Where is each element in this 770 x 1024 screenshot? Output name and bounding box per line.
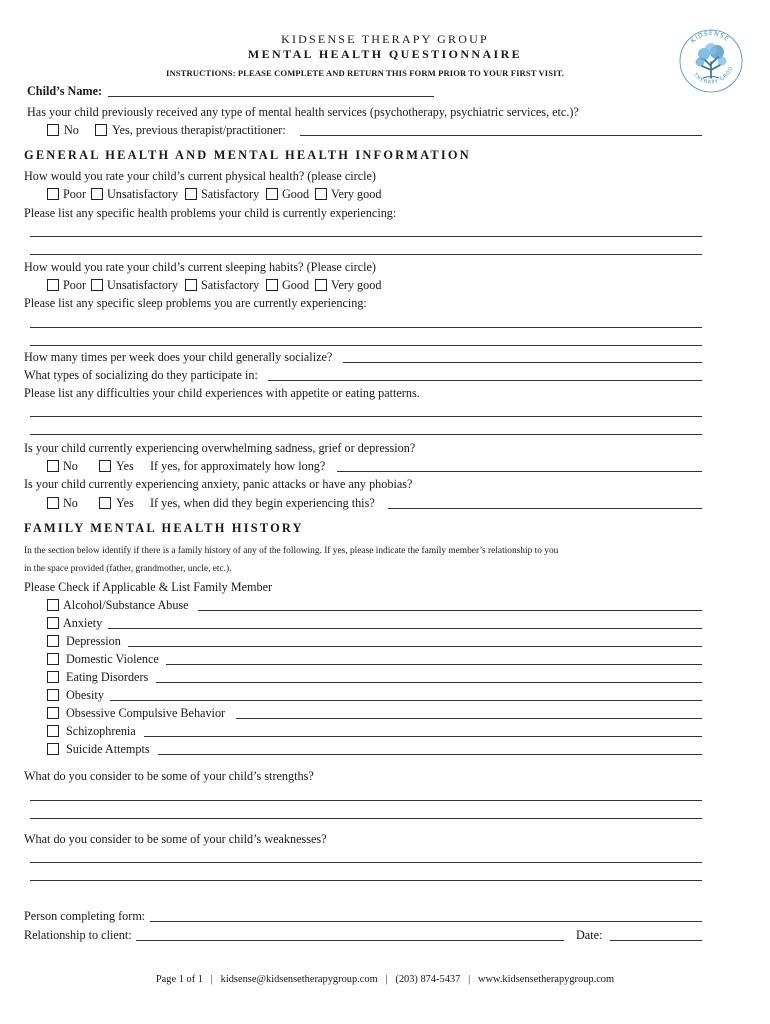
family-depression-label: Depression <box>66 634 121 648</box>
physical-poor-checkbox[interactable] <box>47 188 59 200</box>
family-suicide-field[interactable] <box>158 754 702 755</box>
footer-separator: | <box>210 974 213 985</box>
family-domestic-violence-checkbox[interactable] <box>47 653 59 665</box>
sadness-followup-label: If yes, for approximately how long? <box>150 459 326 473</box>
appetite-line-1[interactable] <box>30 416 702 417</box>
sleep-unsatisfactory-checkbox[interactable] <box>91 279 103 291</box>
physical-health-question: How would you rate your child’s current physical health? (please circle) <box>24 169 376 183</box>
child-name-field[interactable] <box>108 96 434 97</box>
appetite-question: Please list any difficulties your child experiences with appetite or eating patterns. <box>24 386 420 400</box>
date-field[interactable] <box>610 940 702 941</box>
general-section-title: GENERAL HEALTH AND MENTAL HEALTH INFORMATION <box>24 148 471 162</box>
prior-services-no-label: No <box>64 123 79 137</box>
anxiety-no-checkbox[interactable] <box>47 497 59 509</box>
family-alcohol-field[interactable] <box>198 610 702 611</box>
family-intro-2: in the space provided (father, grandmother, uncle, etc.). <box>24 564 232 574</box>
anxiety-followup-label: If yes, when did they begin experiencing this? <box>150 496 375 510</box>
weaknesses-line-2[interactable] <box>30 880 702 881</box>
footer-separator: | <box>385 974 388 985</box>
appetite-line-2[interactable] <box>30 434 702 435</box>
family-ocd-label: Obsessive Compulsive Behavior <box>66 706 226 720</box>
sadness-duration-field[interactable] <box>337 471 702 472</box>
sadness-question: Is your child currently experiencing overwhelming sadness, grief or depression? <box>24 441 416 455</box>
family-schizophrenia-field[interactable] <box>144 736 702 737</box>
sleep-problems-line-2[interactable] <box>30 345 702 346</box>
prior-services-question: Has your child previously received any type of mental health services (psychotherapy, psychiatric services, etc.)? <box>27 105 579 119</box>
strengths-question: What do you consider to be some of your child’s strengths? <box>24 769 314 783</box>
family-obesity-label: Obesity <box>66 688 104 702</box>
sleep-unsatisfactory-label: Unsatisfactory <box>107 278 179 292</box>
physical-good-checkbox[interactable] <box>266 188 278 200</box>
relationship-field[interactable] <box>136 940 564 941</box>
person-completing-field[interactable] <box>150 921 702 922</box>
footer-website[interactable]: www.kidsensetherapygroup.com <box>477 974 615 985</box>
form-title: MENTAL HEALTH QUESTIONNAIRE <box>247 47 523 61</box>
weaknesses-question: What do you consider to be some of your child’s weaknesses? <box>24 832 327 846</box>
logo-text-top: KIDSENSE <box>689 29 731 45</box>
family-ocd-checkbox[interactable] <box>47 707 59 719</box>
instructions: INSTRUCTIONS: PLEASE COMPLETE AND RETURN THIS FORM PRIOR TO YOUR FIRST VISIT. <box>166 68 564 78</box>
anxiety-question: Is your child currently experiencing anxiety, panic attacks or have any phobias? <box>24 477 413 491</box>
kidsense-logo <box>678 28 744 94</box>
footer-page: Page 1 of 1 <box>155 974 203 985</box>
relationship-label: Relationship to client: <box>24 928 132 942</box>
health-problems-line-1[interactable] <box>30 236 702 237</box>
prior-services-no-checkbox[interactable] <box>47 124 59 136</box>
sleep-good-label: Good <box>282 278 310 292</box>
sleep-poor-label: Poor <box>63 278 87 292</box>
footer-separator: | <box>468 974 471 985</box>
child-name-label: Child’s Name: <box>27 84 103 98</box>
footer <box>0 974 770 985</box>
sleep-problems-question: Please list any specific sleep problems you are currently experiencing: <box>24 296 367 310</box>
anxiety-yes-label: Yes <box>116 496 134 510</box>
family-eating-disorders-field[interactable] <box>156 682 702 683</box>
physical-good-label: Good <box>282 187 310 201</box>
previous-therapist-field[interactable] <box>300 135 702 136</box>
strengths-line-2[interactable] <box>30 818 702 819</box>
family-depression-checkbox[interactable] <box>47 635 59 647</box>
physical-unsatisfactory-checkbox[interactable] <box>91 188 103 200</box>
person-completing-label: Person completing form: <box>24 909 146 923</box>
family-section-title: FAMILY MENTAL HEALTH HISTORY <box>24 521 304 535</box>
sleep-very-good-label: Very good <box>331 278 382 292</box>
social-types-question: What types of socializing do they participate in: <box>24 368 258 382</box>
physical-satisfactory-checkbox[interactable] <box>185 188 197 200</box>
health-problems-line-2[interactable] <box>30 254 702 255</box>
weaknesses-line-1[interactable] <box>30 862 702 863</box>
family-anxiety-field[interactable] <box>108 628 702 629</box>
family-alcohol-label: Alcohol/Substance Abuse <box>63 598 189 612</box>
sadness-no-label: No <box>63 459 78 473</box>
family-obesity-field[interactable] <box>110 700 702 701</box>
svg-text:KIDSENSE <box>690 30 731 45</box>
strengths-line-1[interactable] <box>30 800 702 801</box>
socialize-field[interactable] <box>343 362 702 363</box>
anxiety-no-label: No <box>63 496 78 510</box>
family-domestic-violence-label: Domestic Violence <box>66 652 159 666</box>
sleep-poor-checkbox[interactable] <box>47 279 59 291</box>
social-types-field[interactable] <box>268 380 702 381</box>
socialize-question: How many times per week does your child generally socialize? <box>24 350 333 364</box>
family-anxiety-checkbox[interactable] <box>47 617 59 629</box>
family-schizophrenia-label: Schizophrenia <box>66 724 136 738</box>
family-depression-field[interactable] <box>128 646 702 647</box>
physical-unsatisfactory-label: Unsatisfactory <box>107 187 179 201</box>
anxiety-start-field[interactable] <box>388 508 702 509</box>
logo-text-bottom: THERAPY GROU <box>692 65 735 86</box>
family-obesity-checkbox[interactable] <box>47 689 59 701</box>
family-intro-1: In the section below identify if there is a family history of any of the following. If yes, please indicate the family member’s relationship to you <box>24 546 559 556</box>
sleep-satisfactory-checkbox[interactable] <box>185 279 197 291</box>
health-problems-question: Please list any specific health problems your child is currently experiencing: <box>24 206 397 220</box>
physical-very-good-label: Very good <box>331 187 382 201</box>
org-name: KIDSENSE THERAPY GROUP <box>281 32 489 46</box>
anxiety-yes-checkbox[interactable] <box>99 497 111 509</box>
footer-email[interactable]: kidsense@kidsensetherapygroup.com <box>220 974 378 985</box>
sleep-problems-line-1[interactable] <box>30 327 702 328</box>
prior-services-yes-label: Yes, previous therapist/practitioner: <box>112 123 286 137</box>
prior-services-yes-checkbox[interactable] <box>95 124 107 136</box>
family-check-label: Please Check if Applicable & List Family Member <box>24 580 273 594</box>
footer-phone: (203) 874-5437 <box>395 974 461 985</box>
family-anxiety-label: Anxiety <box>63 616 103 630</box>
family-eating-disorders-checkbox[interactable] <box>47 671 59 683</box>
sleep-good-checkbox[interactable] <box>266 279 278 291</box>
family-suicide-checkbox[interactable] <box>47 743 59 755</box>
family-eating-disorders-label: Eating Disorders <box>66 670 149 684</box>
sadness-no-checkbox[interactable] <box>47 460 59 472</box>
family-schizophrenia-checkbox[interactable] <box>47 725 59 737</box>
physical-satisfactory-label: Satisfactory <box>201 187 260 201</box>
sadness-yes-checkbox[interactable] <box>99 460 111 472</box>
physical-very-good-checkbox[interactable] <box>315 188 327 200</box>
sleep-satisfactory-label: Satisfactory <box>201 278 260 292</box>
physical-poor-label: Poor <box>63 187 87 201</box>
sadness-yes-label: Yes <box>116 459 134 473</box>
sleep-very-good-checkbox[interactable] <box>315 279 327 291</box>
family-suicide-label: Suicide Attempts <box>66 742 150 756</box>
family-ocd-field[interactable] <box>236 718 702 719</box>
family-domestic-violence-field[interactable] <box>166 664 702 665</box>
family-alcohol-checkbox[interactable] <box>47 599 59 611</box>
sleep-habits-question: How would you rate your child’s current sleeping habits? (Please circle) <box>24 260 376 274</box>
date-label: Date: <box>576 928 603 942</box>
